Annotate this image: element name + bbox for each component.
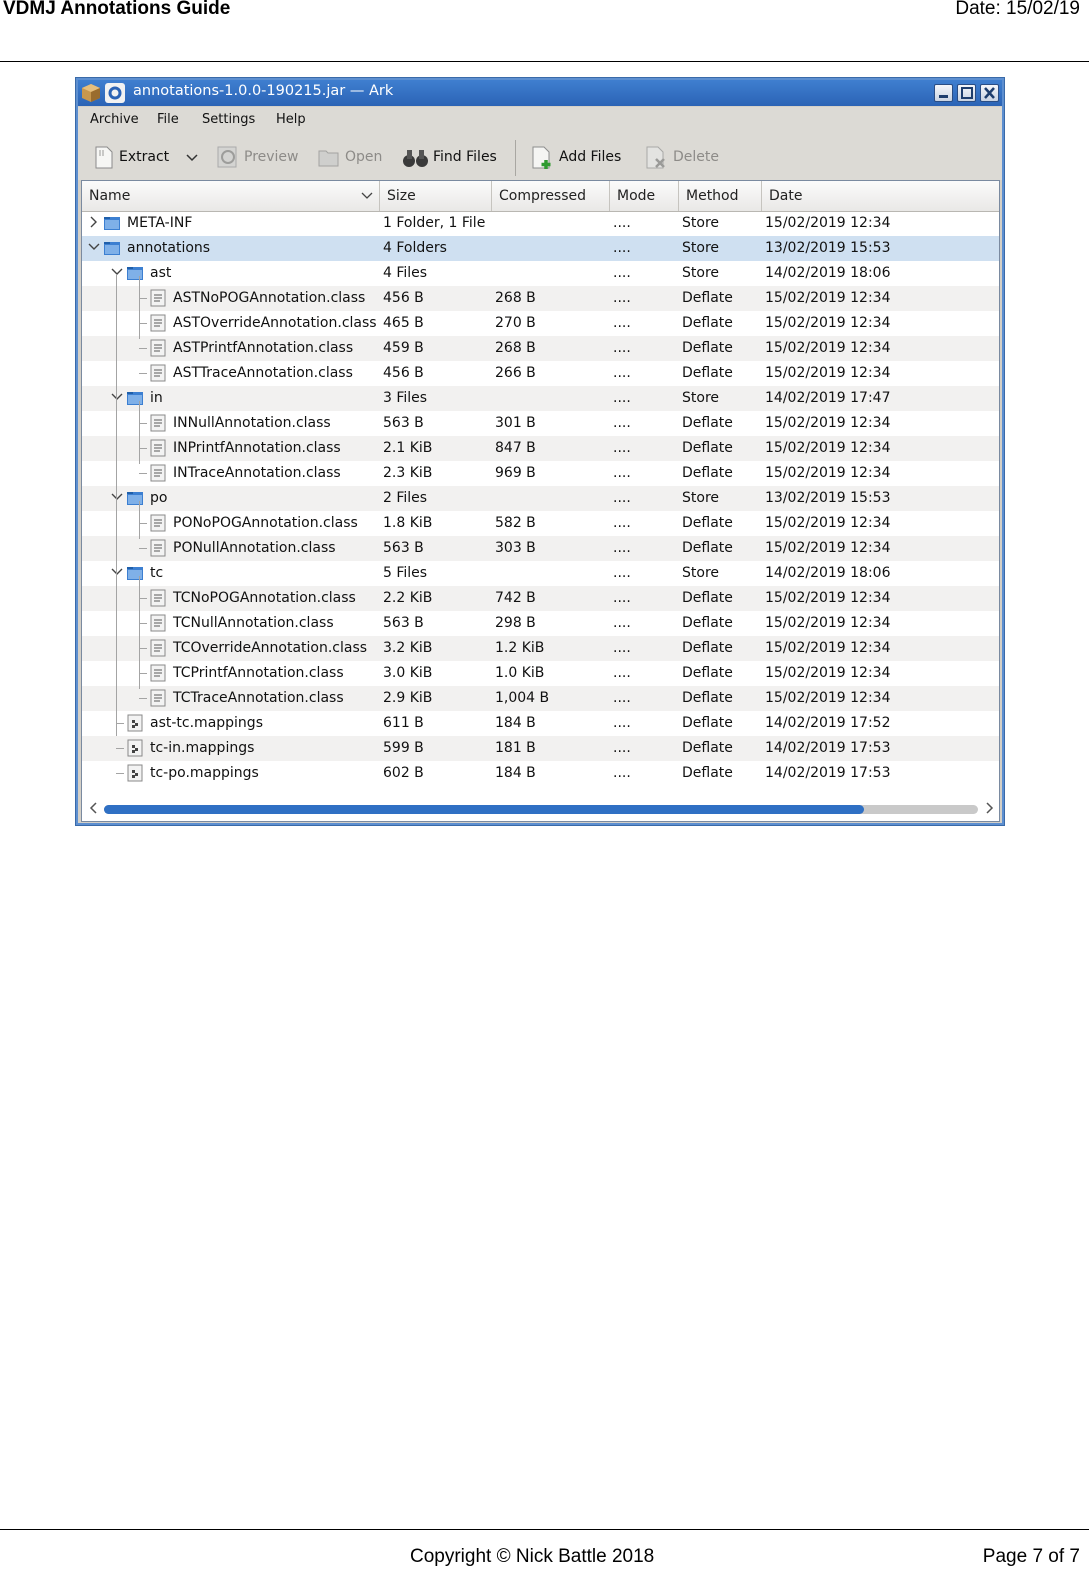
cell-method: Store: [682, 215, 720, 231]
tree-guide: [139, 401, 140, 464]
cell-date: 15/02/2019 12:34: [765, 590, 891, 606]
column-header-size[interactable]: Size: [380, 181, 492, 211]
cell-method: Store: [682, 565, 720, 581]
cell-name: ast-tc.mappings: [150, 715, 263, 731]
preview-button[interactable]: [214, 142, 299, 172]
close-icon: [982, 86, 997, 100]
cell-name: TCPrintfAnnotation.class: [173, 665, 344, 681]
class-file-icon: [149, 314, 167, 332]
document-header: [0, 0, 1089, 30]
cell-compressed: 184 B: [495, 765, 536, 781]
tree-connector: [139, 598, 147, 599]
cell-size: 2.2 KiB: [383, 590, 433, 606]
cell-mode: ....: [613, 440, 631, 456]
class-file-icon: [149, 339, 167, 357]
cell-date: 15/02/2019 12:34: [765, 315, 891, 331]
column-header-method[interactable]: Method: [679, 181, 762, 211]
table-row[interactable]: [82, 311, 999, 336]
cell-compressed: 268 B: [495, 290, 536, 306]
cell-size: 3.2 KiB: [383, 640, 433, 656]
cell-compressed: 266 B: [495, 365, 536, 381]
cell-method: Deflate: [682, 740, 733, 756]
cell-date: 15/02/2019 12:34: [765, 465, 891, 481]
cell-compressed: 184 B: [495, 715, 536, 731]
binoculars-icon: [402, 147, 430, 169]
tree-connector: [139, 348, 147, 349]
archive-table: [81, 180, 1000, 822]
table-row[interactable]: [82, 661, 999, 686]
document-footer: [0, 1545, 1089, 1575]
cell-name: PONullAnnotation.class: [173, 540, 336, 556]
cell-name: PONoPOGAnnotation.class: [173, 515, 358, 531]
cell-name: ASTOverrideAnnotation.class: [173, 315, 377, 331]
cell-method: Deflate: [682, 715, 733, 731]
cell-date: 14/02/2019 17:53: [765, 765, 891, 781]
cell-name: ASTNoPOGAnnotation.class: [173, 290, 366, 306]
table-row[interactable]: [82, 436, 999, 461]
table-row[interactable]: [82, 761, 999, 786]
cell-compressed: 969 B: [495, 465, 536, 481]
cell-name: tc-in.mappings: [150, 740, 255, 756]
cell-name: INTraceAnnotation.class: [173, 465, 341, 481]
collapse-chevron-icon[interactable]: [111, 391, 123, 403]
delete-label: Delete: [673, 149, 719, 165]
cell-method: Deflate: [682, 365, 733, 381]
cell-method: Store: [682, 240, 720, 256]
class-file-icon: [149, 364, 167, 382]
table-row[interactable]: [82, 736, 999, 761]
cell-method: Deflate: [682, 590, 733, 606]
cell-date: 15/02/2019 12:34: [765, 690, 891, 706]
delete-icon: [644, 145, 670, 171]
class-file-icon: [149, 589, 167, 607]
cell-compressed: 301 B: [495, 415, 536, 431]
tree-connector: [139, 523, 147, 524]
cell-compressed: 181 B: [495, 740, 536, 756]
cell-size: 563 B: [383, 540, 424, 556]
cell-name: annotations: [127, 240, 211, 256]
table-row[interactable]: [82, 486, 999, 511]
cell-method: Deflate: [682, 465, 733, 481]
collapse-chevron-icon[interactable]: [111, 266, 123, 278]
cell-mode: ....: [613, 765, 631, 781]
table-row[interactable]: [82, 236, 999, 261]
cell-compressed: 1,004 B: [495, 690, 550, 706]
add-files-icon: [530, 145, 556, 171]
cell-date: 15/02/2019 12:34: [765, 215, 891, 231]
tree-connector: [139, 698, 147, 699]
footer-rule: [0, 1529, 1089, 1530]
tree-connector: [139, 298, 147, 299]
document-title: VDMJ Annotations Guide: [3, 0, 231, 19]
cell-name: in: [150, 390, 163, 406]
cell-size: 456 B: [383, 290, 424, 306]
tree-connector: [139, 323, 147, 324]
cell-date: 15/02/2019 12:34: [765, 615, 891, 631]
tree-connector: [116, 748, 124, 749]
cell-compressed: 1.0 KiB: [495, 665, 545, 681]
tree-connector: [116, 723, 124, 724]
cell-mode: ....: [613, 640, 631, 656]
column-header-mode[interactable]: Mode: [610, 181, 679, 211]
table-row[interactable]: [82, 686, 999, 711]
cell-name: tc: [150, 565, 164, 581]
class-file-icon: [149, 439, 167, 457]
tree-connector: [139, 648, 147, 649]
cell-mode: ....: [613, 590, 631, 606]
table-row[interactable]: [82, 636, 999, 661]
cell-name: ASTPrintfAnnotation.class: [173, 340, 354, 356]
mapping-file-icon: [126, 739, 144, 757]
cell-mode: ....: [613, 315, 631, 331]
scrollbar-track[interactable]: [104, 805, 978, 814]
cell-date: 15/02/2019 12:34: [765, 540, 891, 556]
cell-compressed: 268 B: [495, 340, 536, 356]
cell-method: Deflate: [682, 615, 733, 631]
column-header-compressed[interactable]: Compressed: [492, 181, 610, 211]
class-file-icon: [149, 614, 167, 632]
cell-compressed: 303 B: [495, 540, 536, 556]
cell-date: 14/02/2019 18:06: [765, 565, 891, 581]
class-file-icon: [149, 414, 167, 432]
class-file-icon: [149, 539, 167, 557]
sort-chevron-icon: [361, 192, 373, 200]
cell-name: INPrintfAnnotation.class: [173, 440, 341, 456]
cell-date: 15/02/2019 12:34: [765, 515, 891, 531]
cell-date: 15/02/2019 12:34: [765, 340, 891, 356]
folder-icon: [126, 564, 144, 582]
class-file-icon: [149, 514, 167, 532]
ark-window: [75, 77, 1005, 826]
cell-method: Deflate: [682, 290, 733, 306]
minimize-icon: [936, 86, 951, 100]
cell-name: TCNoPOGAnnotation.class: [173, 590, 356, 606]
folder-icon: [126, 489, 144, 507]
tree-connector: [139, 423, 147, 424]
column-header-name[interactable]: Name: [82, 181, 380, 211]
cell-size: 456 B: [383, 365, 424, 381]
extract-button[interactable]: [92, 142, 174, 172]
menu-bar: [78, 107, 1002, 132]
table-row[interactable]: [82, 261, 999, 286]
tree-guide: [139, 576, 140, 689]
cell-size: 563 B: [383, 615, 424, 631]
cell-method: Deflate: [682, 665, 733, 681]
add-files-label: Add Files: [559, 149, 622, 165]
class-file-icon: [149, 464, 167, 482]
cell-method: Deflate: [682, 340, 733, 356]
window-menu-icon[interactable]: [105, 83, 125, 103]
cell-size: 5 Files: [383, 565, 428, 581]
cell-size: 599 B: [383, 740, 424, 756]
cell-compressed: 1.2 KiB: [495, 640, 545, 656]
cell-mode: ....: [613, 390, 631, 406]
preview-label: Preview: [244, 149, 299, 165]
mapping-file-icon: [126, 714, 144, 732]
tree-guide: [139, 276, 140, 339]
close-button[interactable]: [980, 84, 999, 102]
cell-compressed: 582 B: [495, 515, 536, 531]
folder-icon: [126, 389, 144, 407]
tree-connector: [139, 548, 147, 549]
title-bar[interactable]: [78, 80, 1002, 106]
table-row[interactable]: [82, 461, 999, 486]
table-row[interactable]: [82, 586, 999, 611]
minimize-button[interactable]: [934, 84, 953, 102]
cell-size: 3.0 KiB: [383, 665, 433, 681]
cell-mode: ....: [613, 365, 631, 381]
cell-compressed: 742 B: [495, 590, 536, 606]
tree-connector: [139, 623, 147, 624]
cell-compressed: 298 B: [495, 615, 536, 631]
toolbar: [78, 132, 1002, 180]
extract-dropdown-icon[interactable]: [186, 154, 198, 162]
table-row[interactable]: [82, 411, 999, 436]
tree-connector: [116, 773, 124, 774]
cell-name: META-INF: [127, 215, 193, 231]
cell-method: Deflate: [682, 515, 733, 531]
tree-guide: [116, 274, 117, 737]
collapse-chevron-icon[interactable]: [111, 566, 123, 578]
tree-connector: [139, 673, 147, 674]
cell-name: INNullAnnotation.class: [173, 415, 331, 431]
cell-mode: ....: [613, 340, 631, 356]
cell-size: 3 Files: [383, 390, 428, 406]
page-number: Page 7 of 7: [982, 1546, 1080, 1567]
scrollbar-thumb[interactable]: [104, 805, 864, 814]
preview-icon: [216, 145, 242, 169]
cell-name: TCTraceAnnotation.class: [173, 690, 344, 706]
cell-date: 15/02/2019 12:34: [765, 640, 891, 656]
class-file-icon: [149, 689, 167, 707]
delete-button[interactable]: [644, 142, 724, 172]
tree-connector: [139, 373, 147, 374]
expand-chevron-icon[interactable]: [88, 216, 100, 228]
copyright: Copyright © Nick Battle 2018: [410, 1546, 655, 1567]
table-row[interactable]: [82, 711, 999, 736]
cell-size: 4 Files: [383, 265, 428, 281]
document-date: Date: 15/02/19: [955, 0, 1080, 19]
cell-size: 611 B: [383, 715, 424, 731]
cell-mode: ....: [613, 490, 631, 506]
scroll-left-icon[interactable]: [87, 801, 101, 815]
cell-method: Deflate: [682, 415, 733, 431]
cell-name: ast: [150, 265, 172, 281]
tree-connector: [139, 473, 147, 474]
cell-mode: ....: [613, 415, 631, 431]
toolbar-separator: [515, 140, 516, 176]
folder-icon: [103, 239, 121, 257]
window-title: annotations-1.0.0-190215.jar — Ark: [133, 83, 394, 99]
cell-mode: ....: [613, 240, 631, 256]
cell-size: 602 B: [383, 765, 424, 781]
cell-date: 15/02/2019 12:34: [765, 415, 891, 431]
tree-guide: [139, 501, 140, 539]
cell-date: 15/02/2019 12:34: [765, 290, 891, 306]
open-icon: [316, 145, 342, 169]
cell-method: Deflate: [682, 540, 733, 556]
cell-mode: ....: [613, 540, 631, 556]
cell-method: Deflate: [682, 440, 733, 456]
maximize-button[interactable]: [957, 84, 976, 102]
table-row[interactable]: [82, 211, 999, 236]
cell-size: 2.9 KiB: [383, 690, 433, 706]
cell-date: 14/02/2019 17:52: [765, 715, 891, 731]
cell-name: TCOverrideAnnotation.class: [173, 640, 368, 656]
scroll-right-icon[interactable]: [982, 801, 996, 815]
table-row[interactable]: [82, 611, 999, 636]
cell-mode: ....: [613, 265, 631, 281]
cell-method: Store: [682, 490, 720, 506]
cell-compressed: 270 B: [495, 315, 536, 331]
cell-mode: ....: [613, 665, 631, 681]
cell-size: 1 Folder, 1 File: [383, 215, 486, 231]
cell-size: 459 B: [383, 340, 424, 356]
table-row[interactable]: [82, 561, 999, 586]
table-row[interactable]: [82, 536, 999, 561]
cell-size: 1.8 KiB: [383, 515, 433, 531]
table-row[interactable]: [82, 336, 999, 361]
cell-method: Deflate: [682, 765, 733, 781]
cell-mode: ....: [613, 465, 631, 481]
table-header: [82, 181, 999, 212]
cell-date: 15/02/2019 12:34: [765, 665, 891, 681]
cell-name: TCNullAnnotation.class: [173, 615, 334, 631]
folder-icon: [103, 214, 121, 232]
column-header-date[interactable]: Date: [769, 188, 803, 204]
cell-mode: ....: [613, 215, 631, 231]
collapse-chevron-icon[interactable]: [88, 241, 100, 253]
table-row[interactable]: [82, 386, 999, 411]
cell-date: 15/02/2019 12:34: [765, 365, 891, 381]
tree-connector: [139, 448, 147, 449]
cell-name: ASTTraceAnnotation.class: [173, 365, 353, 381]
table-row[interactable]: [82, 286, 999, 311]
cell-method: Store: [682, 390, 720, 406]
open-label: Open: [345, 149, 383, 165]
cell-mode: ....: [613, 715, 631, 731]
header-rule: [0, 61, 1089, 62]
cell-size: 465 B: [383, 315, 424, 331]
extract-icon: [94, 144, 114, 170]
add-files-button[interactable]: [530, 142, 624, 172]
table-row[interactable]: [82, 361, 999, 386]
folder-icon: [126, 264, 144, 282]
cell-mode: ....: [613, 690, 631, 706]
cell-date: 14/02/2019 18:06: [765, 265, 891, 281]
extract-label: Extract: [119, 149, 170, 165]
cell-method: Store: [682, 265, 720, 281]
class-file-icon: [149, 639, 167, 657]
cell-size: 563 B: [383, 415, 424, 431]
cell-size: 4 Folders: [383, 240, 447, 256]
open-button[interactable]: [316, 142, 386, 172]
cell-mode: ....: [613, 290, 631, 306]
cell-method: Deflate: [682, 315, 733, 331]
cell-mode: ....: [613, 515, 631, 531]
cell-name: po: [150, 490, 168, 506]
cell-method: Deflate: [682, 690, 733, 706]
find-files-button[interactable]: [402, 142, 502, 172]
cell-date: 13/02/2019 15:53: [765, 240, 891, 256]
cell-size: 2.1 KiB: [383, 440, 433, 456]
cell-method: Deflate: [682, 640, 733, 656]
table-row[interactable]: [82, 511, 999, 536]
cell-mode: ....: [613, 740, 631, 756]
collapse-chevron-icon[interactable]: [111, 491, 123, 503]
menu-help[interactable]: Help: [276, 112, 306, 127]
cell-date: 14/02/2019 17:53: [765, 740, 891, 756]
mapping-file-icon: [126, 764, 144, 782]
menu-settings[interactable]: Settings: [202, 112, 256, 127]
menu-file[interactable]: File: [157, 112, 179, 127]
cell-mode: ....: [613, 615, 631, 631]
cell-size: 2 Files: [383, 490, 428, 506]
cell-date: 13/02/2019 15:53: [765, 490, 891, 506]
cell-name: tc-po.mappings: [150, 765, 259, 781]
class-file-icon: [149, 664, 167, 682]
cell-compressed: 847 B: [495, 440, 536, 456]
maximize-icon: [959, 86, 974, 100]
cell-mode: ....: [613, 565, 631, 581]
cell-size: 2.3 KiB: [383, 465, 433, 481]
menu-archive[interactable]: Archive: [90, 112, 139, 127]
find-files-label: Find Files: [433, 149, 497, 165]
package-icon: [81, 83, 101, 103]
horizontal-scrollbar[interactable]: [82, 797, 999, 821]
class-file-icon: [149, 289, 167, 307]
cell-date: 15/02/2019 12:34: [765, 440, 891, 456]
cell-date: 14/02/2019 17:47: [765, 390, 891, 406]
